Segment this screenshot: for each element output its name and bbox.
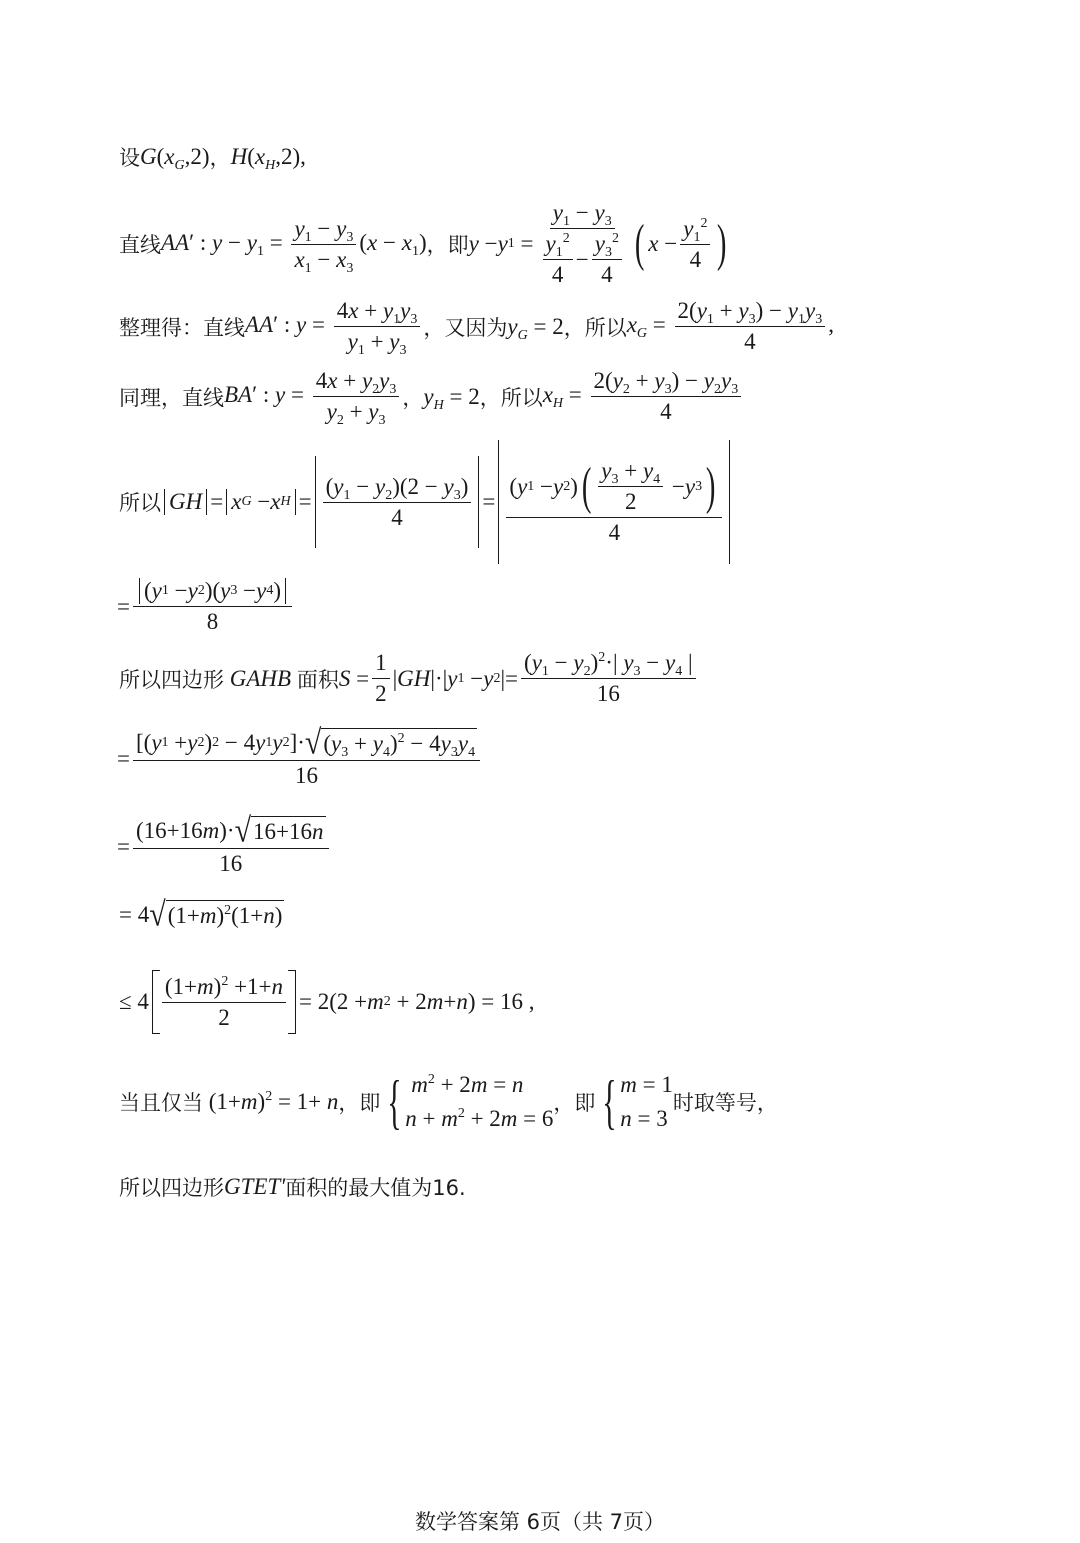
- comma: ，: [338, 1091, 360, 1115]
- math-gh: GH = x G − x H = $\frac{(y_1 - y_2)(2 - y_3)}{4}$ = ( y 1 − y 2 ) ( $\frac{y_3 + y_4}{2}$ − y 3 ) 4: [161, 440, 733, 564]
- math-yg: $y_G = 2$: [507, 313, 564, 343]
- math-xh: $x_H$ = $\frac{2(y_2 + y_3) - y_2y_3}{4}$: [543, 368, 745, 425]
- comma: ，: [563, 315, 585, 340]
- math-yh: $y_H = 2$: [423, 383, 480, 413]
- math-area-step1: = [( y 1 + y 2 ) 2 − 4 y 1 y 2 ]· √ $(y_3 + y_4)^2 - 4y_3y_4$ 16: [117, 728, 483, 789]
- math-area-step3: = 4 √ $(1+m)^2(1+n)$: [119, 895, 283, 934]
- text-ji: 即: [447, 233, 469, 257]
- line-13: [119, 1172, 466, 1202]
- text-suoyi: 所以: [584, 315, 627, 340]
- text-zhixian: 直线: [119, 233, 161, 257]
- text-zhengli: 整理得：直线: [119, 315, 245, 340]
- line-2: [119, 200, 731, 288]
- comma: ，: [209, 146, 231, 170]
- comma: ，: [402, 385, 424, 410]
- math-system-1: { $m^2 + 2m = n$ $n + m^2 + 2m = 6$: [387, 1069, 554, 1135]
- line-4: [119, 368, 744, 428]
- line-3: [119, 298, 834, 358]
- math-line-aa: AA′ : $y - y_1$ = $\frac{y_1 - y_3}{x_1 - x_3}$ $(x - x_1)$: [161, 215, 427, 276]
- text-tongli: 同理，直线: [119, 385, 224, 410]
- comma: ，: [423, 315, 445, 340]
- text-conclusion-post: 面积的最大值为16.: [285, 1176, 466, 1200]
- math-area-bound: ≤ 4 $\frac{(1+m)^2 +1+n}{2}$ = 2(2 + m 2 + 2 m + n ) = 16 ,: [119, 970, 534, 1034]
- text-conclusion-pre: 所以四边形: [119, 1176, 224, 1200]
- line-7: [119, 650, 699, 707]
- text-ji: 即: [574, 1091, 596, 1115]
- math-xg: $x_G$ = $\frac{2(y_1 + y_3) - y_1y_3}{4}$ ,: [626, 298, 834, 354]
- math-gh-result: = ( y 1 − y 2 )( y 3 − y 4 ) 8: [117, 578, 295, 635]
- math-g-point: $G(x_G,2)$: [140, 144, 210, 173]
- line-9: [117, 811, 332, 877]
- line-8: [117, 723, 483, 789]
- math-area-s: S = $\frac{1}{2}$ | GH |·| y 1 − y 2 |= $\frac{(y_1 - y_2)^2\cdot| y_3 - y_4 |}{16}$: [339, 650, 699, 707]
- line-1: [119, 142, 306, 172]
- math-h-point: $H(x_H,2)$,: [230, 144, 306, 173]
- page-footer: 数学答案第 6页（共 7页）: [414, 1510, 666, 1534]
- text-dangqie: 当且仅当: [119, 1091, 203, 1115]
- text-she: 设: [119, 146, 140, 170]
- math-line-aa-simplified: AA′ : y = $\frac{4x + y_1y_3}{y_1 + y_3}$: [245, 298, 423, 355]
- text-ji: 即: [359, 1091, 381, 1115]
- math-system-2: { m = 1 n = 3: [602, 1069, 673, 1135]
- math-line-aa-expanded: y − y 1 = $y_1 - y_3$ $\frac{y_1^2}{4}$ − $\frac{y_3^2}{4}$ ( x − $\frac{y_1^2}{4}$ ): [468, 200, 727, 287]
- math-gtet: GTET′: [224, 1174, 286, 1199]
- line-10: [119, 895, 284, 934]
- text-shiqu: 时取等号，: [672, 1091, 778, 1115]
- text-youyin: 又因为: [444, 315, 508, 340]
- comma: ，: [426, 233, 448, 257]
- text-mianji: 面积: [296, 667, 339, 692]
- line-6: [117, 578, 295, 635]
- comma: ，: [553, 1091, 575, 1115]
- math-equality-condition: $(1+m)^2 = 1+ n$: [203, 1089, 339, 1114]
- text-suoyi: 所以: [500, 385, 543, 410]
- text-suoyi-gh: 所以: [119, 491, 161, 515]
- text-sibianxing: 所以四边形: [119, 667, 224, 692]
- line-12: [119, 1068, 778, 1136]
- line-5: [119, 440, 733, 564]
- comma: ，: [479, 385, 501, 410]
- math-line-ba: BA′ : y = $\frac{4x + y_2y_3}{y_2 + y_3}$: [224, 368, 402, 425]
- math-gahb: GAHB: [224, 665, 297, 691]
- line-11: [119, 970, 534, 1034]
- math-area-step2: = (16+16 m )· √ 16+16n 16: [117, 816, 332, 877]
